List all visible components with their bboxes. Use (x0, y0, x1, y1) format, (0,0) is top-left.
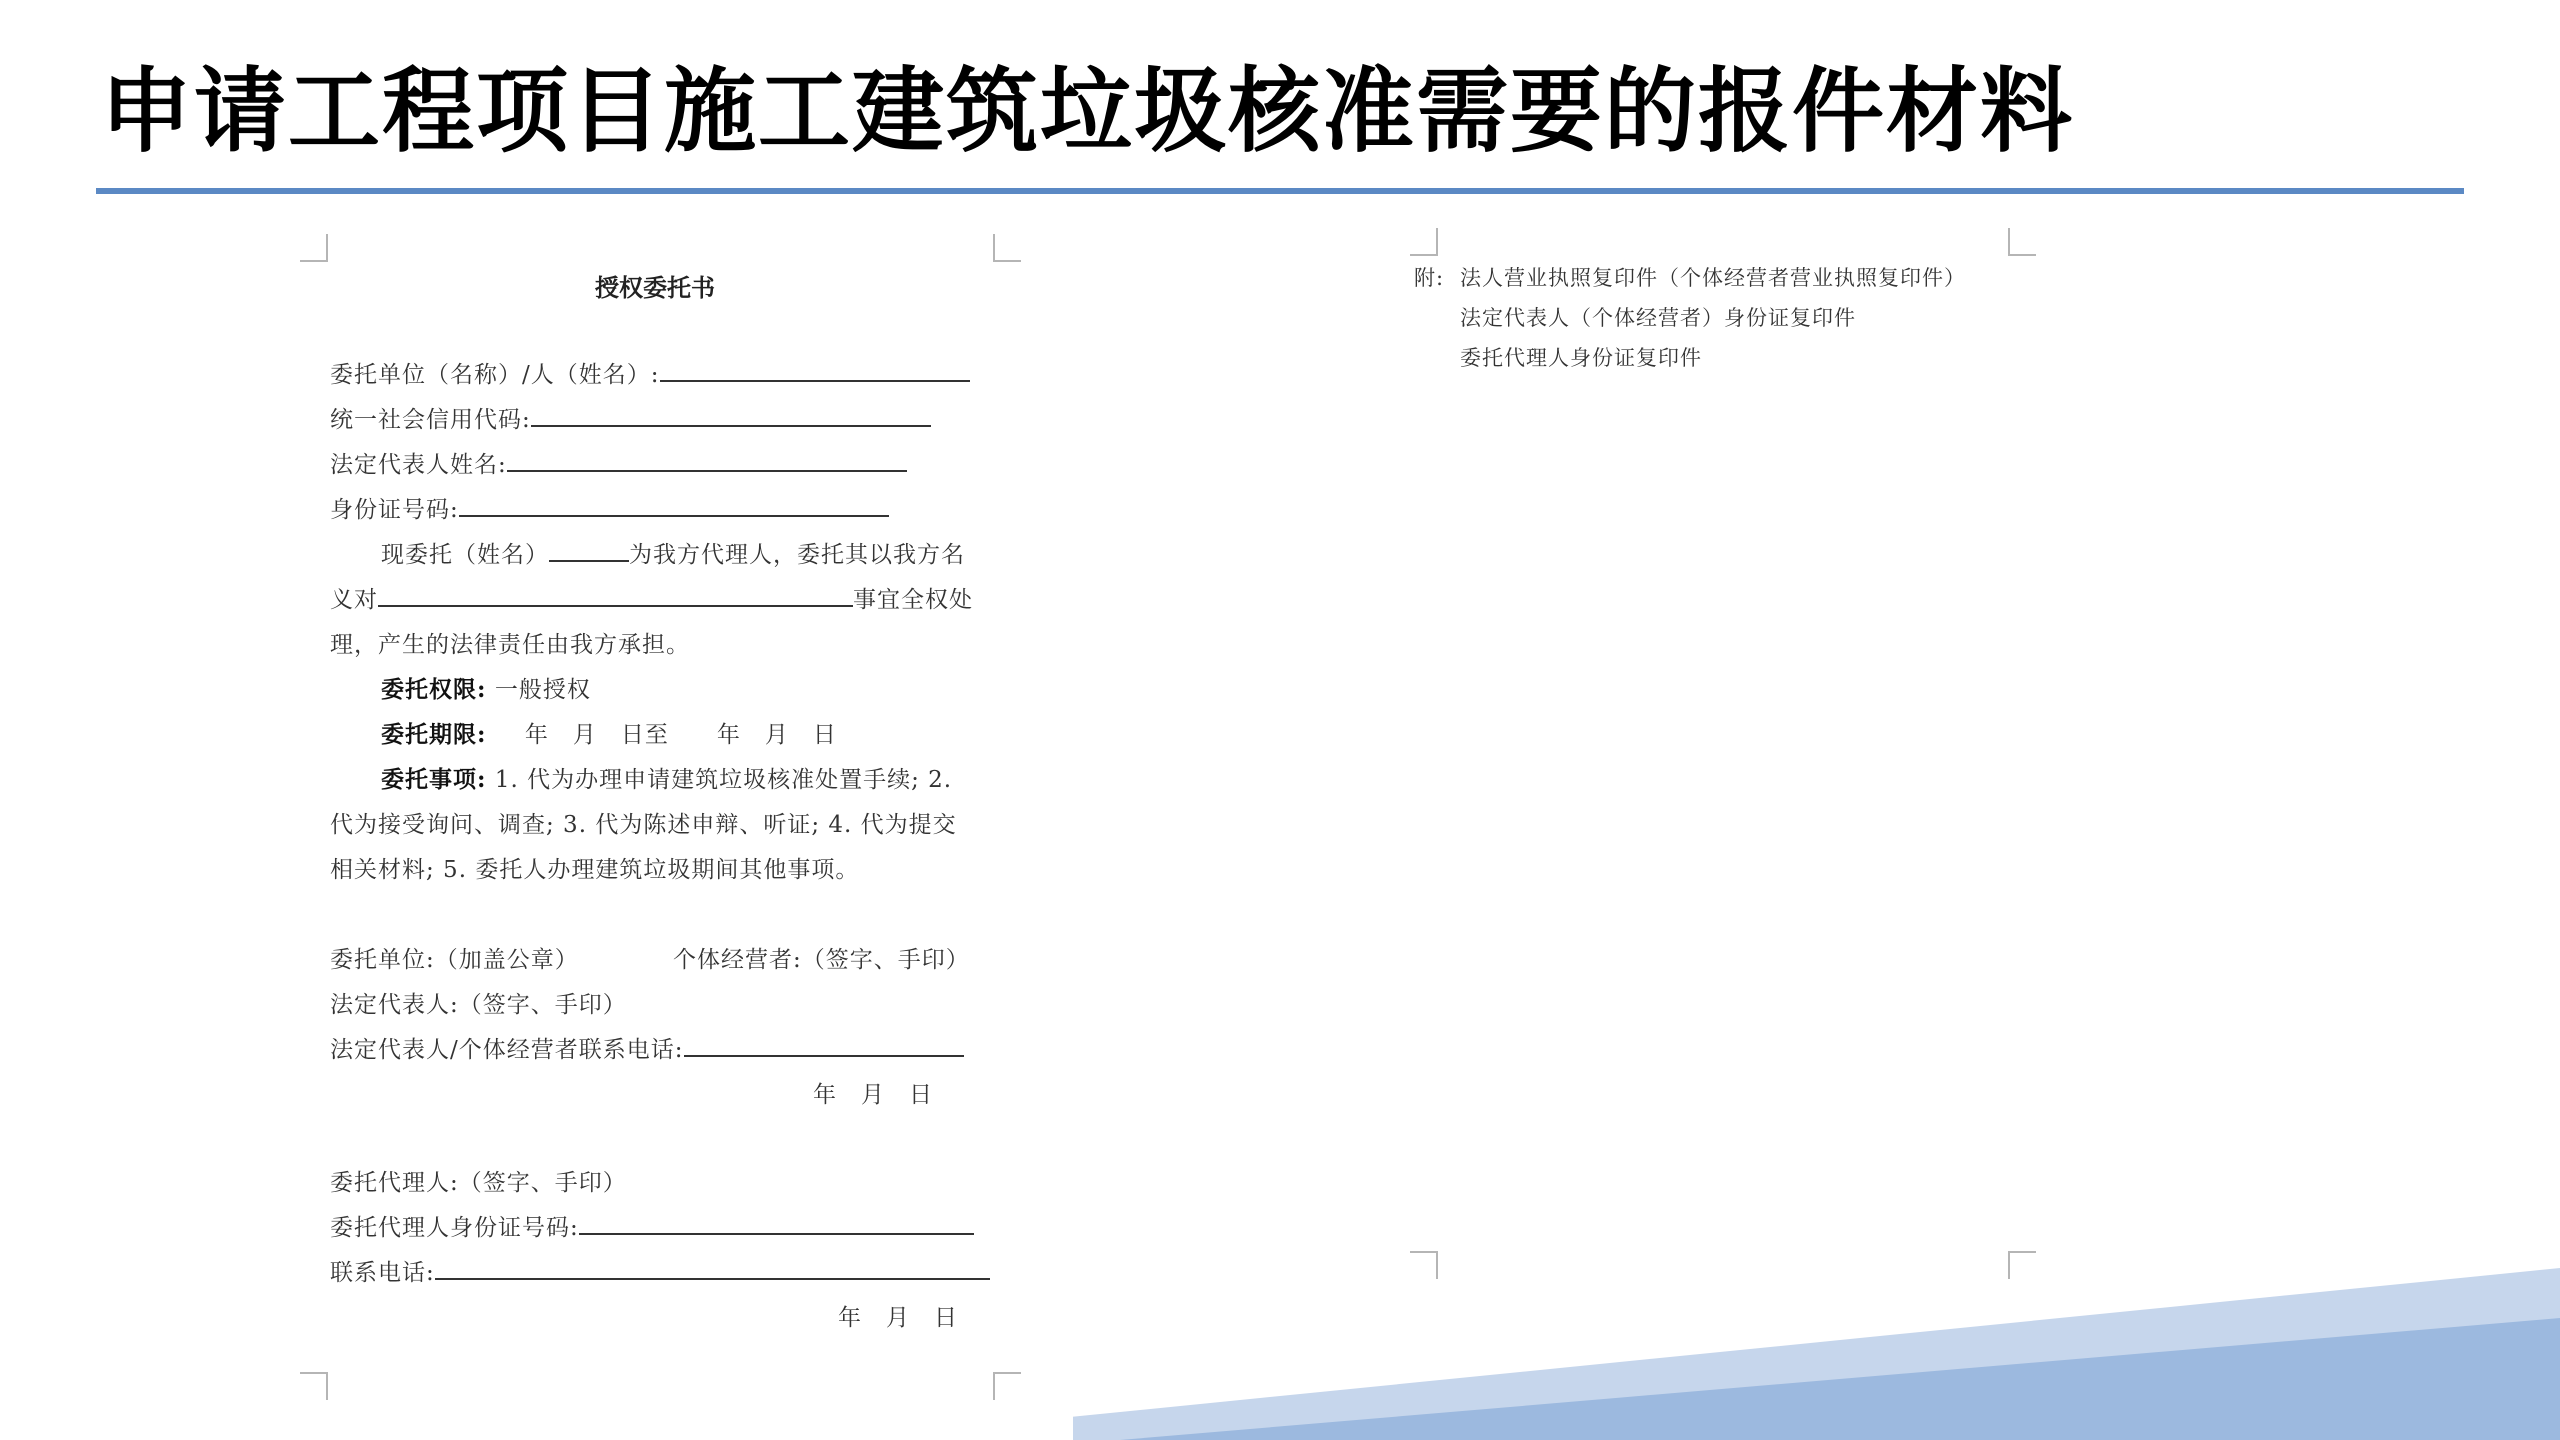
blank-underline (660, 358, 970, 382)
para-line2-prefix: 义对 (330, 587, 378, 613)
id-number-line (330, 491, 889, 524)
crop-mark (300, 1372, 328, 1400)
id-number-label: 身份证号码: (330, 497, 459, 523)
period-value: 年 月 日至 年 月 日 (524, 722, 837, 748)
contact-phone-label: 法定代表人/个体经营者联系电话: (330, 1037, 684, 1063)
date-2: 年 月 日 (838, 1305, 958, 1331)
crop-mark (2008, 228, 2036, 256)
principal-sign: 委托单位:（加盖公章） (330, 947, 579, 973)
letter-heading: 授权委托书 (595, 274, 715, 302)
authorization-letter-page (245, 196, 1073, 1440)
scope-line (381, 671, 591, 704)
credit-code-line (330, 401, 931, 434)
matters-label: 委托事项: (381, 766, 487, 793)
period-label: 委托期限: (381, 721, 487, 748)
blank-underline (378, 583, 853, 607)
para-prefix: 现委托（姓名） (381, 542, 549, 568)
agent-phone-label: 联系电话: (330, 1260, 435, 1286)
period-line (381, 716, 837, 749)
delegation-para-line3: 理，产生的法律责任由我方承担。 (330, 632, 690, 658)
matters-text1: 1. 代为办理申请建筑垃圾核准处置手续; 2. (494, 767, 953, 793)
agent-sign: 委托代理人:（签字、手印） (330, 1170, 627, 1196)
scope-value: 一般授权 (494, 677, 591, 703)
agent-id-label: 委托代理人身份证号码: (330, 1215, 579, 1241)
crop-mark (1410, 228, 1438, 256)
principal-line (330, 356, 970, 389)
crop-mark (1410, 1251, 1438, 1279)
para-line2-suffix: 事宜全权处 (853, 587, 973, 613)
principal-label: 委托单位（名称）/人（姓名）: (330, 362, 660, 388)
date-1: 年 月 日 (813, 1082, 933, 1108)
blank-underline (684, 1033, 964, 1057)
agent-id-line (330, 1209, 974, 1242)
blank-underline (549, 538, 629, 562)
delegation-para-line1 (381, 536, 965, 569)
credit-code-label: 统一社会信用代码: (330, 407, 531, 433)
blank-underline (459, 493, 889, 517)
attachment-item: 委托代理人身份证复印件 (1460, 346, 1702, 370)
legal-rep-name-line (330, 446, 907, 479)
matters-line3: 相关材料; 5. 委托人办理建筑垃圾期间其他事项。 (330, 857, 860, 883)
crop-mark (300, 234, 328, 262)
blank-underline (507, 448, 907, 472)
scope-label: 委托权限: (381, 676, 487, 703)
agent-phone-line (330, 1254, 990, 1287)
matters-line1 (381, 761, 952, 794)
title-underline (96, 188, 2464, 194)
legal-rep-sign: 法定代表人:（签字、手印） (330, 992, 627, 1018)
blank-underline (531, 403, 931, 427)
individual-sign: 个体经营者:（签字、手印） (673, 947, 970, 973)
crop-mark (2008, 1251, 2036, 1279)
blank-underline (579, 1211, 974, 1235)
crop-mark (993, 1372, 1021, 1400)
attachments-prefix: 附: (1414, 266, 1445, 290)
slide-title: 申请工程项目施工建筑垃圾核准需要的报件材料 (100, 58, 2075, 165)
delegation-para-line2 (330, 581, 973, 614)
attachment-item: 法人营业执照复印件（个体经营者营业执照复印件） (1460, 266, 1966, 290)
para-line1-suffix: 为我方代理人，委托其以我方名 (629, 542, 965, 568)
contact-phone-line (330, 1031, 964, 1064)
crop-mark (993, 234, 1021, 262)
attachment-item: 法定代表人（个体经营者）身份证复印件 (1460, 306, 1856, 330)
legal-rep-name-label: 法定代表人姓名: (330, 452, 507, 478)
blank-underline (435, 1256, 990, 1280)
matters-line2: 代为接受询问、调查; 3. 代为陈述申辩、听证; 4. 代为提交 (330, 812, 957, 838)
attachments-page (1330, 196, 2110, 1306)
